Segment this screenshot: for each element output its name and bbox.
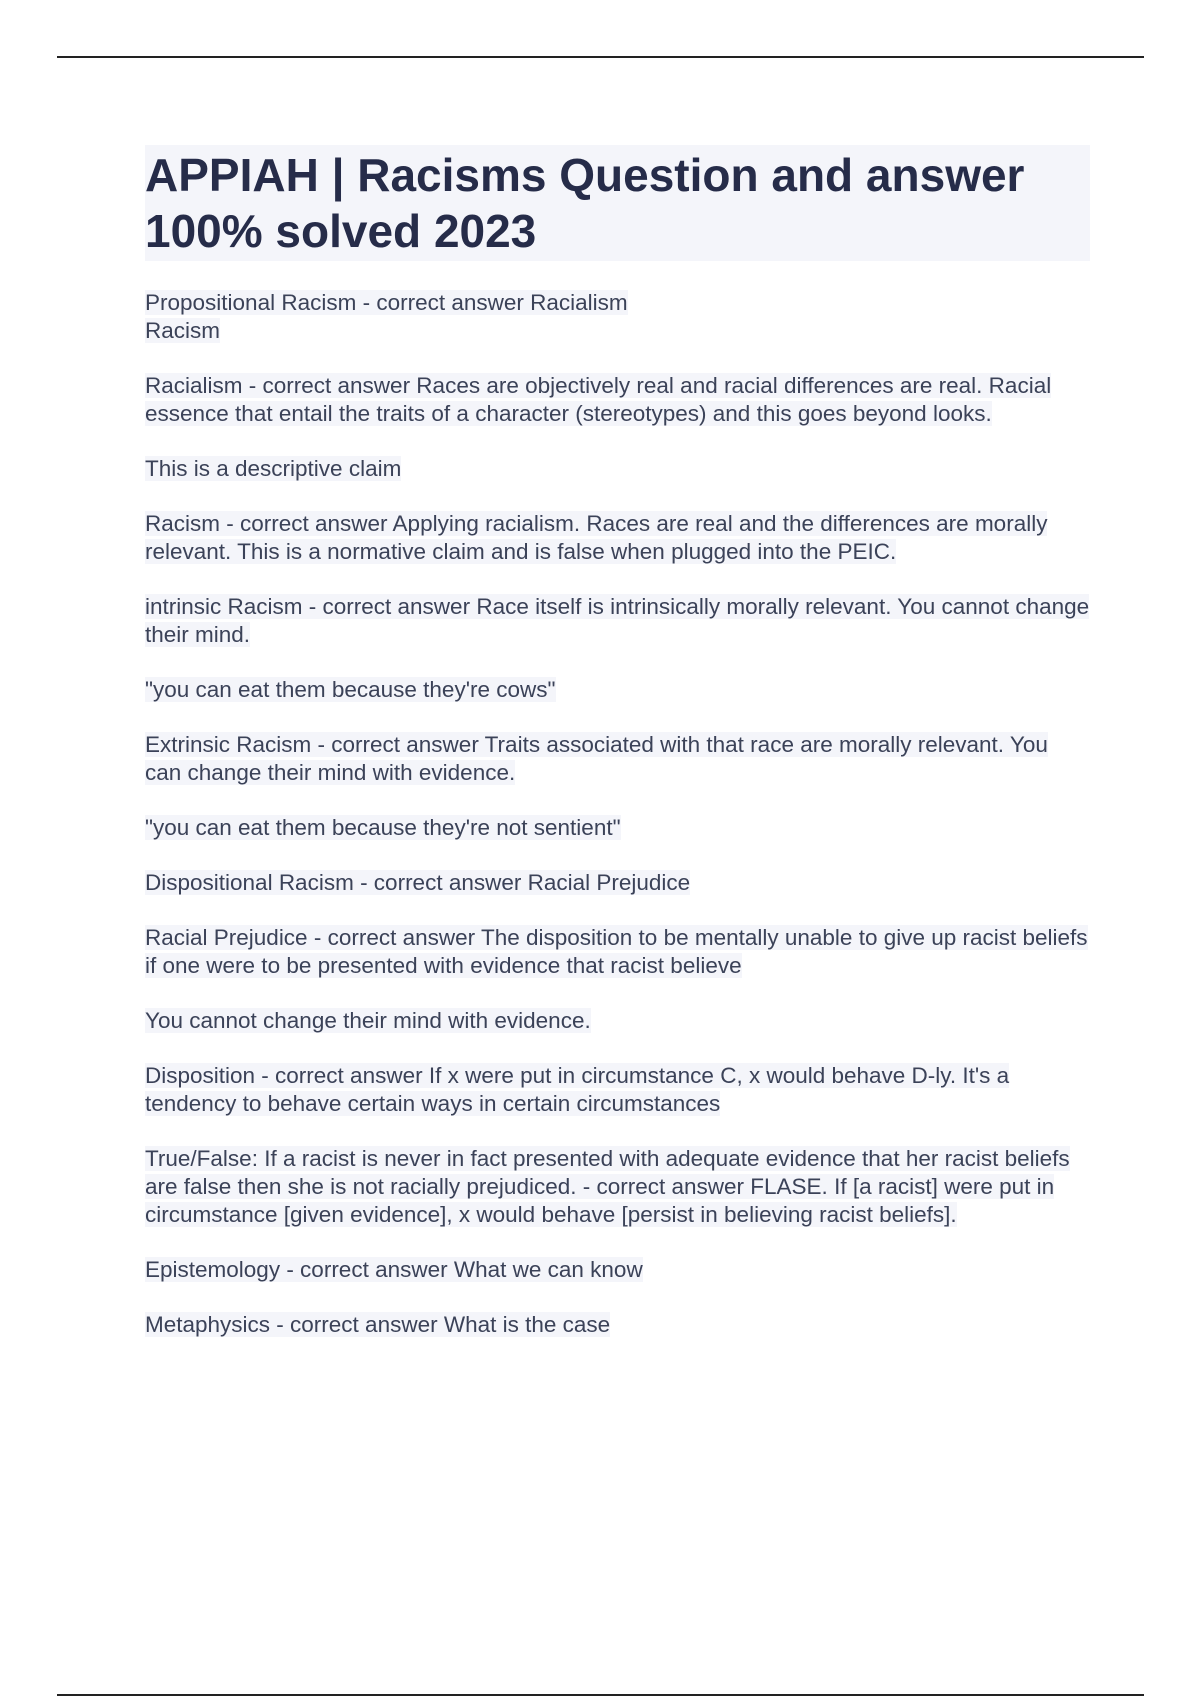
note-not-sentient [145,814,1090,842]
document-body [145,145,1090,1366]
qa-text: "you can eat them because they're not sentient" [145,815,621,840]
qa-dispositional-racism [145,869,1090,897]
qa-text: Metaphysics - correct answer What is the case [145,1312,611,1337]
qa-disposition [145,1062,1090,1118]
note-cows [145,676,1090,704]
qa-metaphysics [145,1311,1090,1339]
qa-extrinsic-racism [145,731,1090,787]
qa-text: You cannot change their mind with evidence. [145,1008,591,1033]
note-cannot-change-mind [145,1007,1090,1035]
qa-text: Racism [145,318,221,343]
document-title: APPIAH | Racisms Question and answer 100% solved 2023 [145,145,1090,261]
qa-racialism [145,372,1090,428]
qa-text: Racial Prejudice - correct answer The disposition to be mentally unable to give up racist beliefs if one were to be presented with evidence that racist believe [145,925,1088,978]
qa-text: "you can eat them because they're cows" [145,677,556,702]
bottom-rule [57,1694,1144,1696]
qa-text: intrinsic Racism - correct answer Race itself is intrinsically morally relevant. You cannot change their mind. [145,594,1090,647]
qa-intrinsic-racism [145,593,1090,649]
qa-text: Disposition - correct answer If x were put in circumstance C, x would behave D-ly. It's a tendency to behave certain ways in certain circumstances [145,1063,1010,1116]
qa-text: Racialism - correct answer Races are objectively real and racial differences are real. Racial essence that entail the traits of a character (stereotypes) and this goes beyond looks. [145,373,1052,426]
qa-text: Extrinsic Racism - correct answer Traits associated with that race are morally relevant. You can change their mind with evidence. [145,732,1048,785]
note-descriptive-claim [145,455,1090,483]
qa-text: Racism - correct answer Applying racialism. Races are real and the differences are morally relevant. This is a normative claim and is false when plugged into the PEIC. [145,511,1048,564]
qa-racism [145,510,1090,566]
qa-text: Dispositional Racism - correct answer Racial Prejudice [145,870,691,895]
qa-epistemology [145,1256,1090,1284]
qa-true-false [145,1145,1090,1229]
qa-text: Epistemology - correct answer What we can know [145,1257,643,1282]
qa-text: Propositional Racism - correct answer Racialism [145,290,628,315]
qa-text: This is a descriptive claim [145,456,402,481]
qa-propositional-racism [145,289,1090,345]
top-rule [57,56,1144,58]
qa-racial-prejudice [145,924,1090,980]
qa-text: True/False: If a racist is never in fact presented with adequate evidence that her racist beliefs are false then she is not racially prejudiced. - correct answer FLASE. If [a racist] were put in circumstance [given evidence], x would behave [persist in believing racist beliefs]. [145,1146,1070,1227]
